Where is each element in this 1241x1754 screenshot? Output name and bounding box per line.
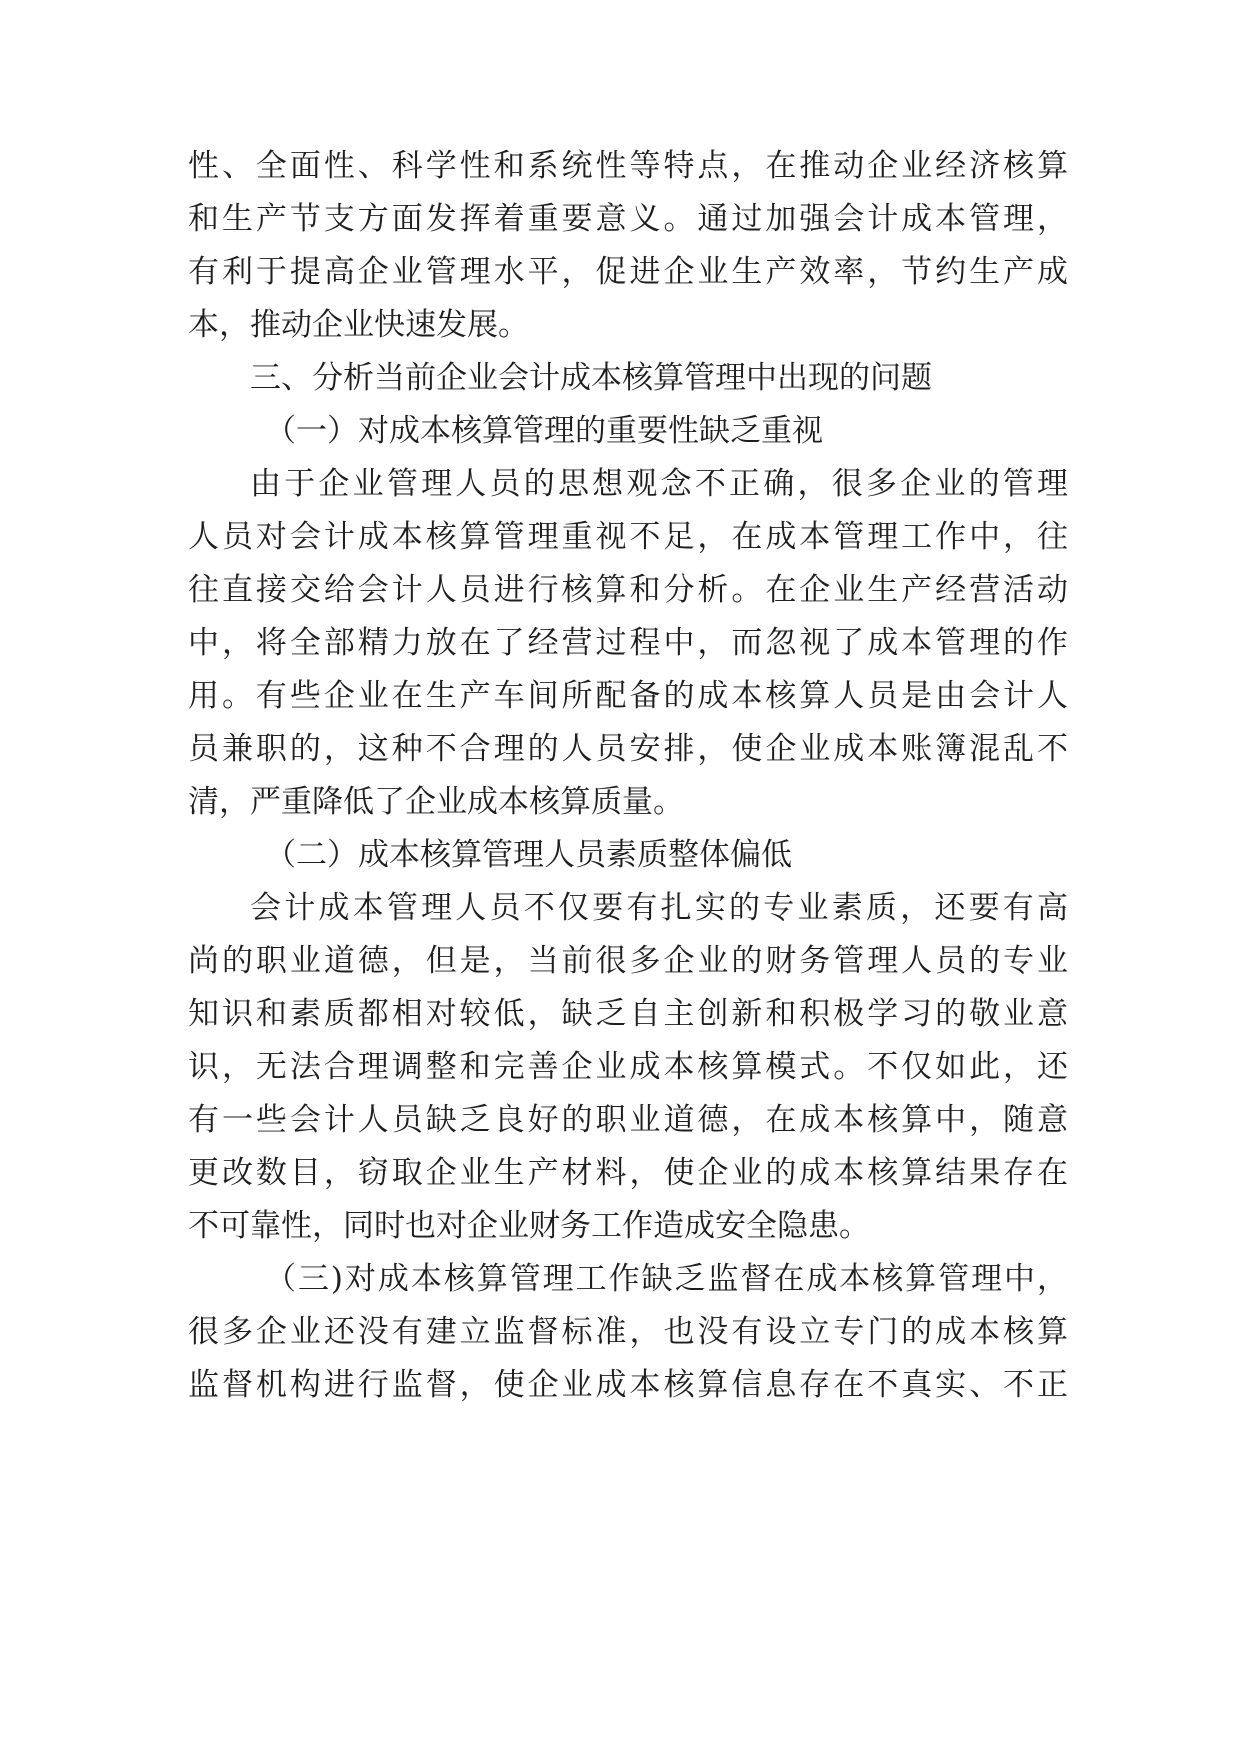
subsection-heading: （三)对成本核算管理工作缺乏监督在成本核算管理中， [265,1261,1068,1297]
body-text-line: 尚的职业道德，但是，当前很多企业的财务管理人员的专业 [188,943,1068,979]
body-text-line: 性、全面性、科学性和系统性等特点，在推动企业经济核算 [188,148,1068,184]
body-text-line: 监督机构进行监督，使企业成本核算信息存在不真实、不正 [188,1367,1068,1403]
body-text-line: 知识和素质都相对较低，缺乏自主创新和积极学习的敬业意 [188,996,1068,1032]
body-text-line: 不可靠性，同时也对企业财务工作造成安全隐患。 [188,1208,870,1244]
body-text-line: 本，推动企业快速发展。 [188,307,529,343]
body-text-line: 往直接交给会计人员进行核算和分析。在企业生产经营活动 [188,572,1068,608]
body-text-line: 很多企业还没有建立监督标准，也没有设立专门的成本核算 [188,1314,1068,1350]
subsection-heading: （二）成本核算管理人员素质整体偏低 [265,837,792,873]
body-text-line: 和生产节支方面发挥着重要意义。通过加强会计成本管理， [188,201,1068,237]
body-text-line: 更改数目，窃取企业生产材料，使企业的成本核算结果存在 [188,1155,1068,1191]
body-text-line: 人员对会计成本核算管理重视不足，在成本管理工作中，往 [188,519,1068,555]
body-text-line: 识，无法合理调整和完善企业成本核算模式。不仅如此，还 [188,1049,1068,1085]
body-text-line: 清，严重降低了企业成本核算质量。 [188,784,684,820]
body-text-line: 由于企业管理人员的思想观念不正确，很多企业的管理 [250,466,1068,502]
body-text-line: 中，将全部精力放在了经营过程中，而忽视了成本管理的作 [188,625,1068,661]
body-text-line: 员兼职的，这种不合理的人员安排，使企业成本账簿混乱不 [188,731,1068,767]
section-heading: 三、分析当前企业会计成本核算管理中出现的问题 [250,360,932,396]
body-text-line: 有一些会计人员缺乏良好的职业道德，在成本核算中，随意 [188,1102,1068,1138]
body-text-line: 用。有些企业在生产车间所配备的成本核算人员是由会计人 [188,678,1068,714]
body-text-line: 有利于提高企业管理水平，促进企业生产效率，节约生产成 [188,254,1068,290]
body-text-line: 会计成本管理人员不仅要有扎实的专业素质，还要有高 [250,890,1068,926]
subsection-heading: （一）对成本核算管理的重要性缺乏重视 [265,413,823,449]
